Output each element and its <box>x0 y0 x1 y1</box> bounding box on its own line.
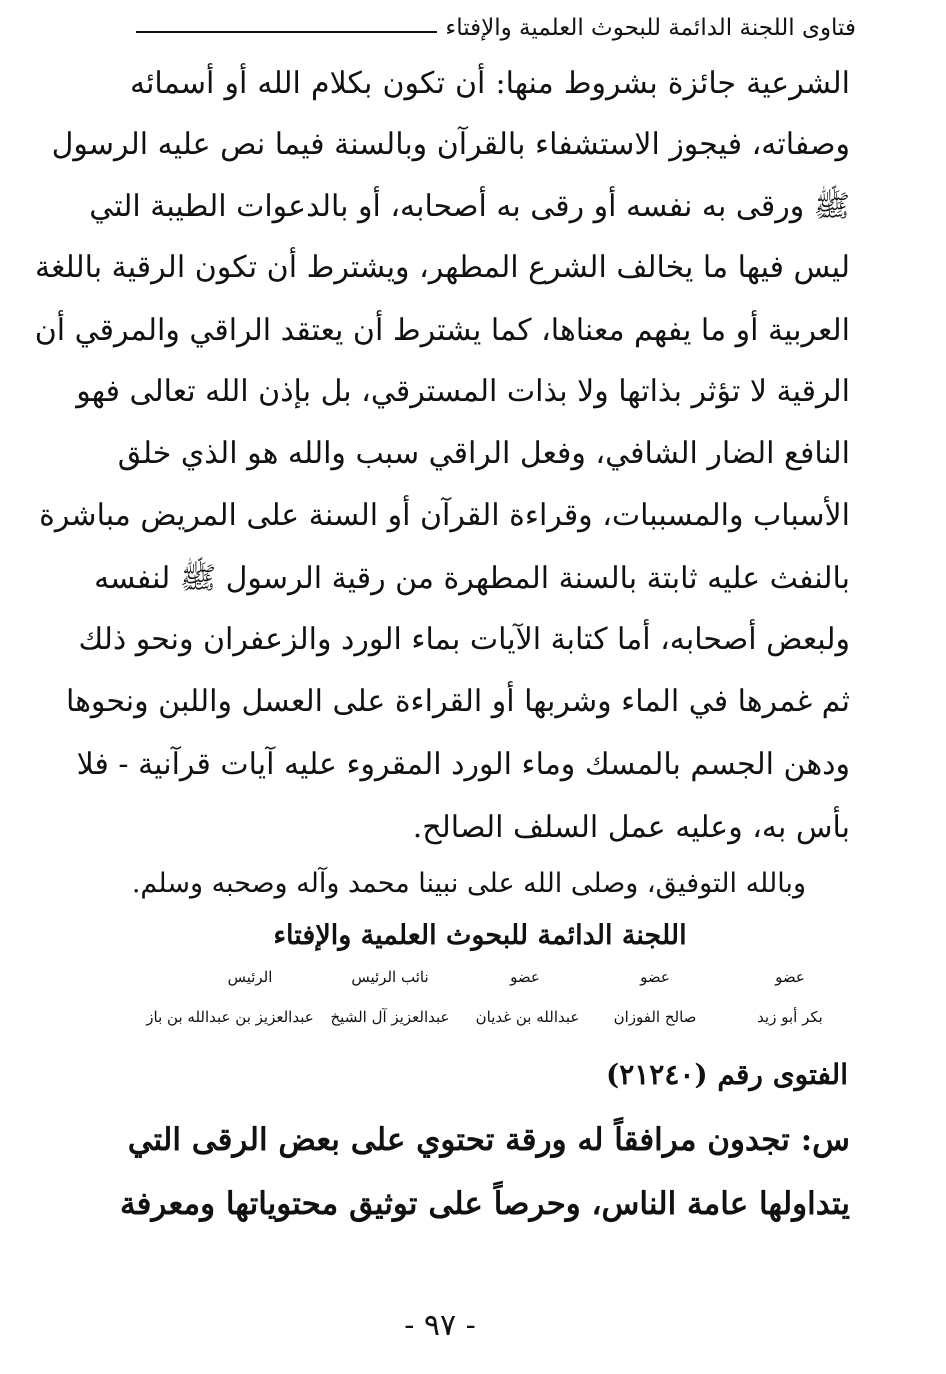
body-line: ودهن الجسم بالمسك وماء الورد المقروء عليه آيات قرآنية - فلا <box>76 747 850 782</box>
body-line: ليس فيها ما يخالف الشرع المطهر، ويشترط أن تكون الرقية باللغة <box>35 250 850 285</box>
body-line: العربية أو ما يفهم معناها، كما يشترط أن يعتقد الراقي والمرقي أن <box>34 313 850 348</box>
body-line: بأس به، وعليه عمل السلف الصالح. <box>412 810 850 845</box>
running-header <box>136 8 856 48</box>
body-line: الشرعية جائزة بشروط منها: أن تكون بكلام الله أو أسمائه <box>130 66 850 101</box>
body-line: النافع الضار الشافي، وفعل الراقي سبب والله هو الذي خلق <box>117 436 850 471</box>
body-line: الرقية لا تؤثر بذاتها ولا بذات المسترقي، بل بإذن الله تعالى فهو <box>76 374 850 409</box>
member-name: عبدالله بن غديان <box>475 1008 580 1026</box>
fatwa-heading: الفتوى رقم (٢١٢٤٠) <box>605 1058 848 1091</box>
question-line: يتداولها عامة الناس، وحرصاً على توثيق محتوياتها ومعرفة <box>119 1186 850 1222</box>
member-name: عبدالعزيز بن عبدالله بن باز <box>146 1008 314 1026</box>
member-role: عضو <box>640 968 670 986</box>
body-line: الأسباب والمسببات، وقراءة القرآن أو السنة على المريض مباشرة <box>39 498 850 533</box>
body-line: ﷺ ورقى به نفسه أو رقى به أصحابه، أو بالدعوات الطيبة التي <box>89 189 850 224</box>
closing-line: وبالله التوفيق، وصلى الله على نبينا محمد وآله وصحبه وسلم. <box>131 868 806 899</box>
member-role: عضو <box>775 968 805 986</box>
member-role: الرئيس <box>227 968 273 986</box>
body-line: ولبعض أصحابه، أما كتابة الآيات بماء الورد والزعفران ونحو ذلك <box>78 622 850 657</box>
member-role: نائب الرئيس <box>351 968 429 986</box>
page-number: - ٩٧ - <box>404 1308 476 1343</box>
body-line: بالنفث عليه ثابتة بالسنة المطهرة من رقية الرسول ﷺ لنفسه <box>94 561 850 596</box>
committee-name: اللجنة الدائمة للبحوث العلمية والإفتاء <box>273 920 687 951</box>
member-name: صالح الفوزان <box>613 1008 697 1026</box>
header-title: فتاوى اللجنة الدائمة للبحوث العلمية والإفتاء <box>445 15 856 41</box>
header-rule <box>136 31 437 33</box>
question-line: س: تجدون مرافقاً له ورقة تحتوي على بعض الرقى التي <box>127 1122 850 1158</box>
body-line: ثم غمرها في الماء وشربها أو القراءة على العسل واللبن ونحوها <box>65 684 850 719</box>
member-name: بكر أبو زيد <box>757 1008 823 1026</box>
body-line: وصفاته، فيجوز الاستشفاء بالقرآن وبالسنة فيما نص عليه الرسول <box>51 127 850 162</box>
member-name: عبدالعزيز آل الشيخ <box>330 1008 450 1026</box>
member-role: عضو <box>510 968 540 986</box>
